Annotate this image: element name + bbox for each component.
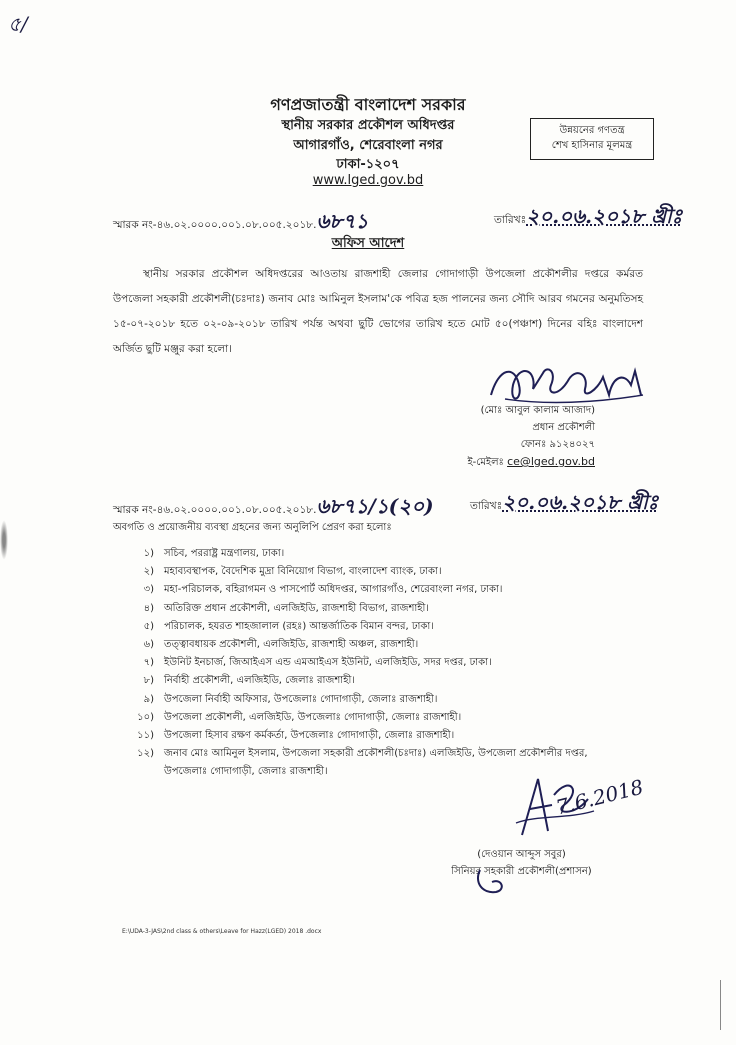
signatory-2-designation: সিনিয়র সহকারী প্রকৌশলী(প্রশাসন) — [451, 866, 592, 877]
memo-date-2 — [470, 488, 658, 521]
memo-date-1 — [494, 202, 682, 235]
distribution-item-number: ৯) — [143, 693, 154, 705]
distribution-item — [78, 545, 638, 563]
distribution-item — [78, 563, 638, 581]
office-order-title: অফিস আদেশ — [331, 236, 405, 251]
date-handwritten: ২০.০৬.২০১৮ খ্রীঃ — [526, 204, 683, 228]
department-name: স্থানীয় সরকার প্রকৌশল অধিদপ্তর — [281, 118, 455, 133]
memo-prefix: স্মারক নং-৪৬.০২.০০০০.০০১.০৮.০০৫.২০১৮. — [113, 219, 317, 231]
distribution-item-text: সচিব, পররাষ্ট্র মন্ত্রণালয়, ঢাকা। — [164, 548, 285, 559]
scan-edge-line — [720, 980, 721, 1030]
distribution-item-number: ১২) — [137, 748, 154, 760]
date-label: তারিখঃ — [494, 214, 527, 226]
order-body-paragraph: স্থানীয় সরকার প্রকৌশল অধিদপ্তরের আওতায় রাজশাহী জেলার গোদাগাড়ী উপজেলা প্রকৌশলীর দপ্তরে কর্মরত উপজেলা সহকারী প্রকৌশলী(চঃদাঃ) জনাব মোঃ আমিনুল ইসলাম'কে পবিত্র হজ পালনের জন্য সৌদি আরব গমনের অনুমতিসহ ১৫-০৭-২০১৮ হতে ০২-০৯-২০১৮ তারিখ পর্যন্ত অথবা ছুটি ভোগের তারিখ হতে মোট ৫০(পঞ্চাশ) দিনের বহিঃ বাংলাদেশ অর্জিত ছুটি মঞ্জুর করা হলো। — [113, 268, 643, 355]
distribution-item-text: উপজেলা হিসাব রক্ষণ কর্মকর্তা, উপজেলাঃ গোদাগাড়ী, জেলাঃ রাজশাহী। — [164, 729, 455, 741]
initial-mark — [472, 862, 512, 898]
memo-handwritten-number: ৬৮৭১ — [316, 209, 369, 233]
distribution-item — [78, 745, 638, 763]
memo-handwritten-number: ৬৮৭১/১(২০) — [316, 494, 434, 518]
signatory-2-name: (দেওয়ান আব্দুস সবুর) — [477, 849, 566, 860]
distribution-item — [78, 691, 638, 709]
slogan-box — [530, 118, 654, 160]
signatory-1-name: (মোঃ আবুল কালাম আজাদ) — [480, 405, 595, 416]
distribution-item — [78, 672, 638, 690]
distribution-item-number: ২) — [143, 566, 154, 578]
signatory-1-email: ই-মেইলঃ ce@lged.gov.bd — [467, 455, 595, 468]
distribution-item-number: ১১) — [137, 729, 154, 741]
distribution-item — [78, 727, 638, 745]
distribution-item-continuation: উপজেলাঃ গোদাগাড়ী, জেলাঃ রাজশাহী। — [164, 766, 328, 778]
distribution-item-text: ইউনিট ইনচার্জ, জিআইএস এন্ড এমআইএস ইউনিট, এলজিইডি, সদর দপ্তর, ঢাকা। — [164, 657, 492, 669]
website-link[interactable]: www.lged.gov.bd — [312, 173, 424, 188]
distribution-item-text: মহা-পরিচালক, বহিরাগমন ও পাসপোর্ট অধিদপ্তর, আগারগাঁও, শেরেবাংলা নগর, ঢাকা। — [164, 584, 503, 596]
date-handwritten: ২০.০৬.২০১৮ খ্রীঃ — [502, 490, 659, 514]
distribution-item-number: ৭) — [143, 657, 154, 669]
distribution-item-number: ৬) — [143, 638, 154, 650]
government-title: গণপ্রজাতন্ত্রী বাংলাদেশ সরকার — [270, 95, 466, 114]
scan-punch-mark — [0, 520, 8, 560]
signatory-1-designation: প্রধান প্রকৌশলী — [532, 422, 595, 433]
distribution-item-text: পরিচালক, হযরত শাহজালাল (রহঃ) আন্তর্জাতিক বিমান বন্দর, ঢাকা। — [164, 620, 434, 632]
distribution-item-number: ৮) — [143, 675, 154, 687]
distribution-item — [78, 581, 638, 599]
date-label: তারিখঃ — [470, 500, 503, 512]
page-mark-handwritten: ৫/ — [8, 12, 28, 36]
distribution-item-number: ১) — [143, 548, 154, 559]
distribution-item-text: উপজেলা প্রকৌশলী, এলজিইডি, উপজেলাঃ গোদাগাড়ী, জেলাঃ রাজশাহী। — [164, 711, 462, 723]
department-city: ঢাকা-১২০৭ — [336, 157, 400, 172]
email-link[interactable]: ce@lged.gov.bd — [507, 455, 595, 468]
distribution-item — [78, 636, 638, 654]
distribution-item — [78, 709, 638, 727]
department-address: আগারগাঁও, শেরেবাংলা নগর — [293, 138, 443, 153]
distribution-item — [78, 600, 638, 618]
distribution-item-text: উপজেলা নির্বাহী অফিসার, উপজেলাঃ গোদাগাড়ী, জেলাঃ রাজশাহী। — [164, 693, 438, 705]
signature-2-date-handwritten: 7.6.2018 — [553, 774, 646, 820]
distribution-item-text: অতিরিক্ত প্রধান প্রকৌশলী, এলজিইডি, রাজশাহী বিভাগ, রাজশাহী। — [164, 602, 429, 614]
memo-prefix: স্মারক নং-৪৬.০২.০০০০.০০১.০৮.০০৫.২০১৮. — [113, 504, 317, 516]
distribution-item-number: ১০) — [137, 711, 154, 723]
signatory-1-phone: ফোনঃ ৯১২৪০২৭ — [520, 439, 595, 450]
distribution-item-text: নির্বাহী প্রকৌশলী, এলজিইডি, জেলাঃ রাজশাহী। — [164, 675, 355, 687]
signatory-1-block — [420, 402, 595, 471]
slogan-line-1: উন্নয়নের গণতন্ত্র — [559, 125, 625, 136]
distribution-item-number: ৩) — [143, 584, 154, 596]
slogan-line-2: শেখ হাসিনার মূলমন্ত্র — [551, 140, 633, 151]
distribution-item-text: মহাব্যবস্থাপক, বৈদেশিক মুদ্রা বিনিয়োগ বিভাগ, বাংলাদেশ ব্যাংক, ঢাকা। — [164, 566, 442, 578]
distribution-item-text: তত্ত্বাবধায়ক প্রকৌশলী, এলজিইডি, রাজশাহী অঞ্চল, রাজশাহী। — [164, 638, 419, 650]
distribution-item-number: ৫) — [143, 620, 154, 632]
distribution-item-text: জনাব মোঃ আমিনুল ইসলাম, উপজেলা সহকারী প্রকৌশলী(চঃদাঃ) এলজিইডি, উপজেলা প্রকৌশলীর দপ্তর, — [164, 748, 588, 760]
distribution-item-number: ৪) — [143, 602, 154, 614]
distribution-list — [78, 545, 638, 781]
copy-intro: অবগতি ও প্রয়োজনীয় ব্যবস্থা গ্রহনের জন্য অনুলিপি প্রেরণ করা হলোঃ — [113, 522, 392, 533]
footer-file-path: E:\UDA-3-JAS\2nd class & others\Leave for Hazz(LGED) 2018 .docx — [122, 928, 322, 935]
distribution-item — [78, 654, 638, 672]
signatory-2-block — [430, 846, 613, 880]
distribution-item — [78, 618, 638, 636]
